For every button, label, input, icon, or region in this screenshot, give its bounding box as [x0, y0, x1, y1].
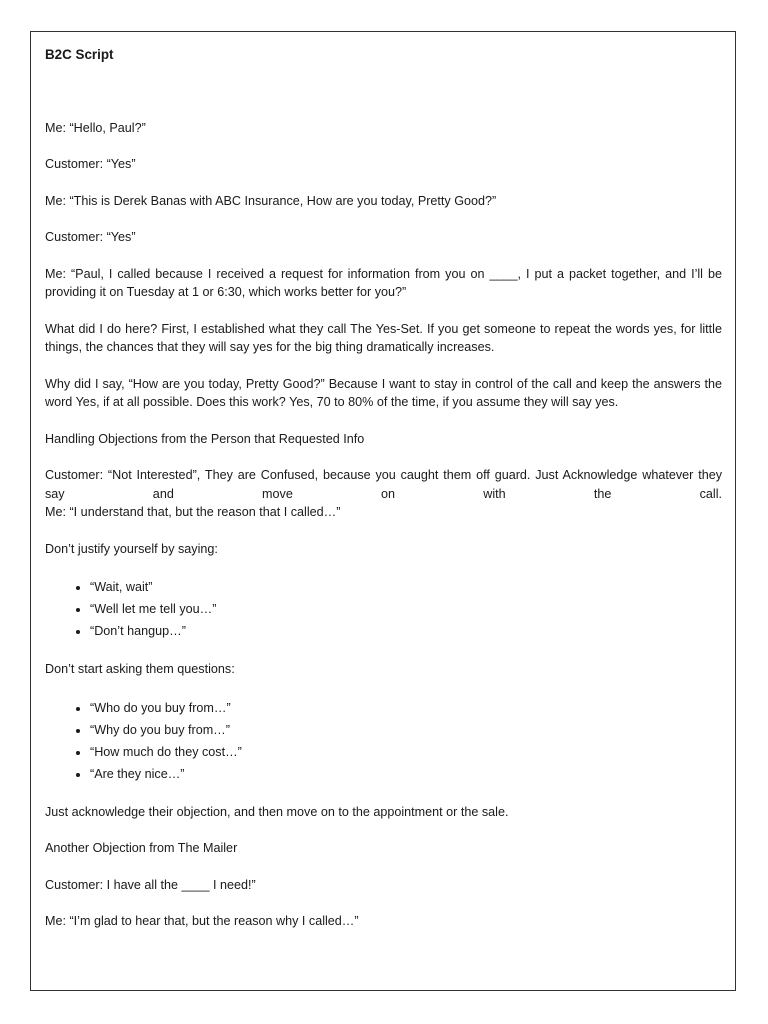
paragraph: Customer: “Yes”	[45, 230, 136, 244]
list-item: • “Well let me tell you…”	[90, 598, 722, 620]
list-item: • “Are they nice…”	[90, 763, 722, 785]
list-item: • “Who do you buy from…”	[90, 697, 722, 719]
document-page	[30, 31, 736, 991]
paragraph: Why did I say, “How are you today, Pretty Good?” Because I want to stay in control of the call and keep the answers the word Yes, if at all possible. Does this work? Yes, 70 to 80% of the time, if you assume they will say yes.	[45, 376, 722, 409]
paragraph: Don’t justify yourself by saying:	[45, 541, 218, 556]
document-content	[45, 46, 722, 949]
bullet-list	[45, 576, 722, 642]
paragraph: Don’t start asking them questions:	[45, 662, 235, 676]
list-item: • “Wait, wait”	[90, 576, 722, 598]
paragraph: Customer: “Not Interested”, They are Confused, because you caught them off guard. Just Acknowledge whatever they say and move on with the call.	[45, 468, 722, 501]
paragraph: Me: “Paul, I called because I received a request for information from you on ____, I put a packet together, and I’ll be providing it on Tuesday at 1 or 6:30, which works better for you?”	[45, 266, 722, 299]
list-item: • “Why do you buy from…”	[90, 719, 722, 741]
paragraph: Me: “I’m glad to hear that, but the reason why I called…”	[45, 914, 359, 928]
paragraph: Customer: “Yes”	[45, 157, 136, 171]
section-heading: Another Objection from The Mailer	[45, 841, 238, 855]
paragraph: Me: “I understand that, but the reason that I called…”	[45, 505, 341, 519]
list-item: • “Don’t hangup…”	[90, 620, 722, 642]
document-title: B2C Script	[45, 47, 114, 62]
list-item: • “How much do they cost…”	[90, 741, 722, 763]
paragraph: Me: “Hello, Paul?”	[45, 120, 146, 135]
paragraph: What did I do here? First, I established what they call The Yes-Set. If you get someone to repeat the words yes, for little things, the chances that they will say yes for the big thing dramatically increases.	[45, 321, 722, 354]
paragraph-group	[45, 466, 722, 522]
section-heading: Handling Objections from the Person that Requested Info	[45, 431, 365, 446]
paragraph: Me: “This is Derek Banas with ABC Insurance, How are you today, Pretty Good?”	[45, 193, 497, 208]
bullet-list	[45, 697, 722, 785]
paragraph: Just acknowledge their objection, and then move on to the appointment or the sale.	[45, 804, 509, 819]
paragraph: Customer: I have all the ____ I need!”	[45, 877, 256, 892]
